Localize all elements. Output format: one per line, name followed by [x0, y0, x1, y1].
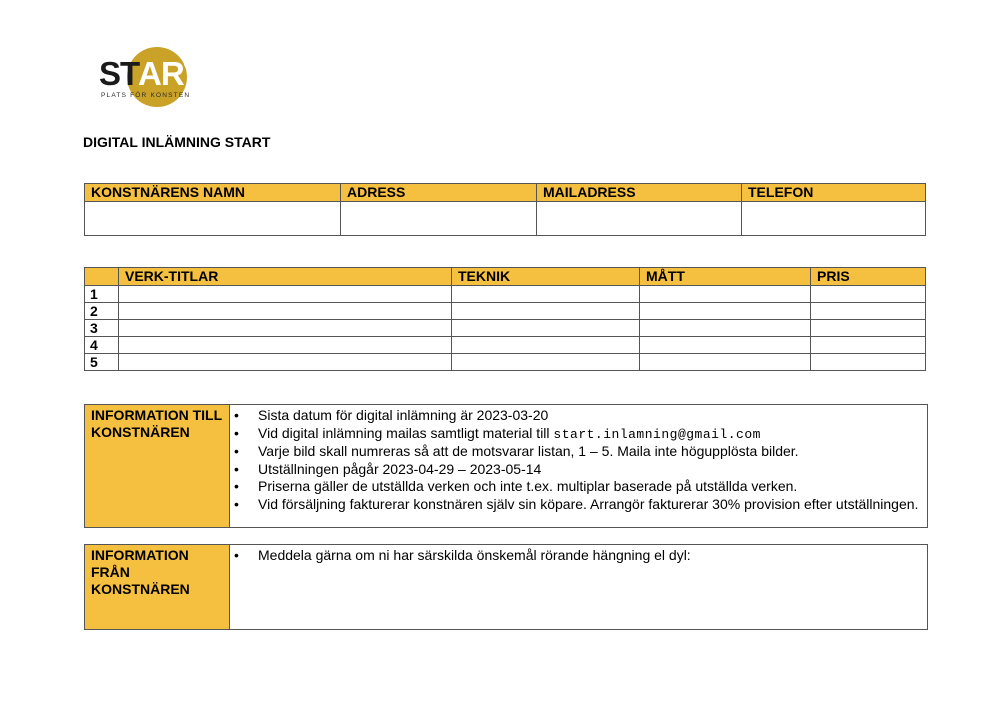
info-from-artist-box	[84, 544, 928, 630]
price-field[interactable]	[811, 354, 926, 371]
header-address: ADRESS	[341, 184, 537, 202]
header-number	[85, 268, 119, 286]
header-size: MÅTT	[640, 268, 811, 286]
technique-field[interactable]	[452, 337, 640, 354]
size-field[interactable]	[640, 286, 811, 303]
row-number: 3	[85, 320, 119, 337]
list-item: • Utställningen pågår 2023-04-29 – 2023-05-14	[256, 461, 927, 479]
row-number: 5	[85, 354, 119, 371]
table-row	[85, 337, 926, 354]
size-field[interactable]	[640, 303, 811, 320]
document-title: DIGITAL INLÄMNING START	[83, 134, 271, 150]
info-to-artist-label: INFORMATION TILL KONSTNÄREN	[85, 405, 230, 527]
header-work-titles: VERK-TITLAR	[119, 268, 452, 286]
work-title-field[interactable]	[119, 320, 452, 337]
list-item: • Meddela gärna om ni har särskilda önskemål rörande hängning el dyl:	[256, 547, 927, 565]
email-instruction-text: Vid digital inlämning mailas samtligt material till	[258, 424, 554, 441]
technique-field[interactable]	[452, 303, 640, 320]
price-field[interactable]	[811, 303, 926, 320]
logo-text-st: ST	[99, 55, 140, 92]
list-item: • Priserna gäller de utställda verken och inte t.ex. multiplar baserade på utställda verken.	[256, 478, 927, 496]
list-item: • Varje bild skall numreras så att de motsvarar listan, 1 – 5. Maila inte högupplösta bilder.	[256, 443, 927, 461]
work-title-field[interactable]	[119, 337, 452, 354]
work-title-field[interactable]	[119, 354, 452, 371]
logo-text-art: ART	[138, 55, 203, 92]
technique-field[interactable]	[452, 320, 640, 337]
row-number: 1	[85, 286, 119, 303]
logo-tagline: PLATS FÖR KONSTEN	[101, 92, 191, 99]
work-title-field[interactable]	[119, 303, 452, 320]
submission-email: start.inlamning@gmail.com	[553, 426, 761, 442]
size-field[interactable]	[640, 354, 811, 371]
table-row	[85, 320, 926, 337]
price-field[interactable]	[811, 320, 926, 337]
row-number: 4	[85, 337, 119, 354]
work-title-field[interactable]	[119, 286, 452, 303]
phone-field[interactable]	[742, 202, 926, 236]
contact-table	[84, 183, 926, 236]
info-to-artist-box	[84, 404, 928, 528]
size-field[interactable]	[640, 320, 811, 337]
list-item: • Vid försäljning fakturerar konstnären själv sin köpare. Arrangör fakturerar 30% provision efter utställningen.	[256, 496, 927, 514]
email-field[interactable]	[537, 202, 742, 236]
table-row	[85, 286, 926, 303]
address-field[interactable]	[341, 202, 537, 236]
row-number: 2	[85, 303, 119, 320]
info-from-artist-label: INFORMATION FRÅN KONSTNÄREN	[85, 545, 230, 629]
header-phone: TELEFON	[742, 184, 926, 202]
size-field[interactable]	[640, 337, 811, 354]
header-technique: TEKNIK	[452, 268, 640, 286]
technique-field[interactable]	[452, 286, 640, 303]
info-from-artist-list[interactable]	[230, 545, 927, 629]
start-logo	[97, 47, 203, 109]
list-item: • Sista datum för digital inlämning är 2023-03-20	[256, 407, 927, 425]
list-item	[256, 425, 927, 444]
technique-field[interactable]	[452, 354, 640, 371]
table-row	[85, 303, 926, 320]
header-email: MAILADRESS	[537, 184, 742, 202]
artist-name-field[interactable]	[85, 202, 341, 236]
table-row	[85, 354, 926, 371]
header-artist-name: KONSTNÄRENS NAMN	[85, 184, 341, 202]
header-price: PRIS	[811, 268, 926, 286]
price-field[interactable]	[811, 337, 926, 354]
works-table	[84, 267, 926, 371]
price-field[interactable]	[811, 286, 926, 303]
info-to-artist-list	[230, 405, 927, 527]
